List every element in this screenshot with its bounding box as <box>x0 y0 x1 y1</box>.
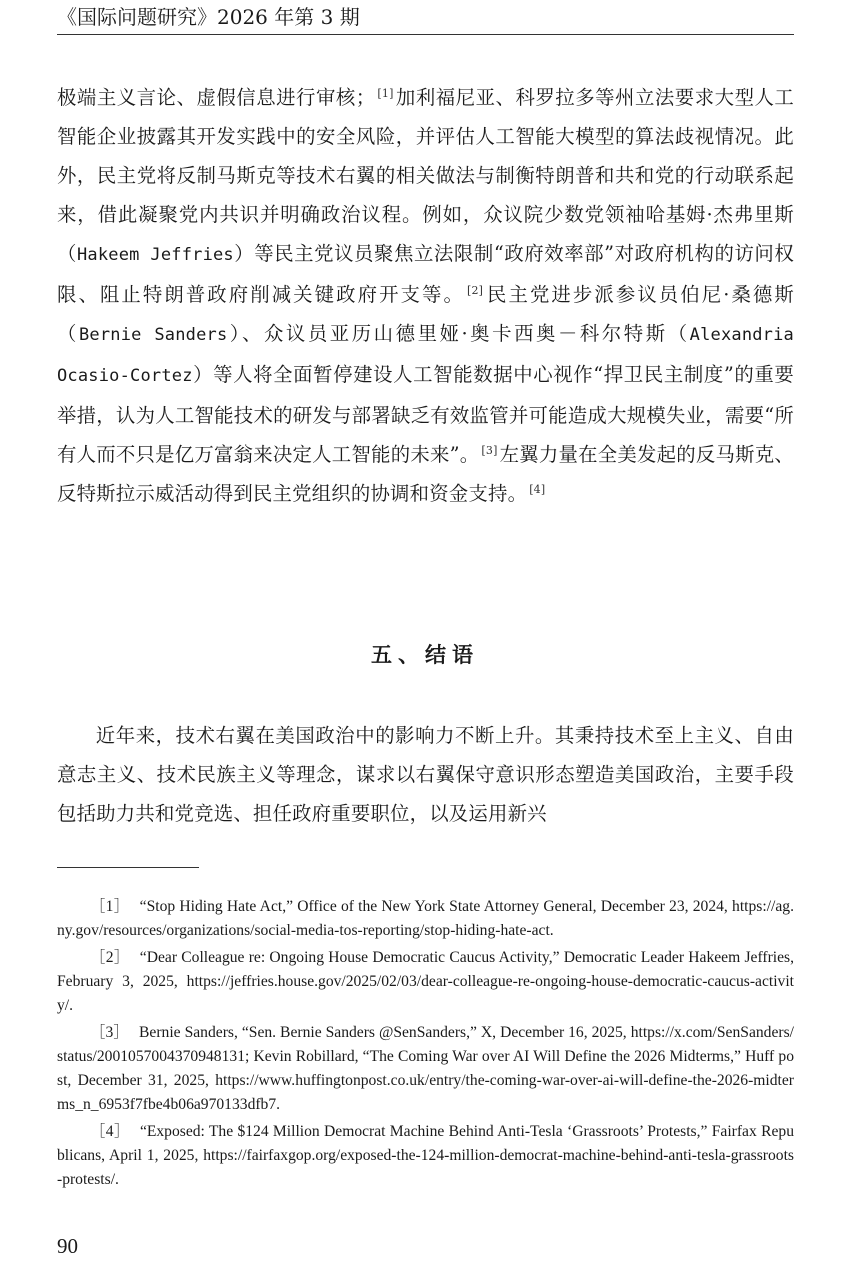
text-run: 加利福尼亚、科罗拉多等州立法要求大型人工智能企业披露其开发实践中的安全风险，并评估人工智能大模型的算法歧视情况。此外，民主党将反制马斯克等技术右翼的相关做法与制衡特朗普和共和党的行动联系起来，借此凝聚党内共识并明确政治议程。例如，众议院少数党领袖哈基姆·杰弗里斯（ <box>57 86 795 265</box>
footnote-text: “Stop Hiding Hate Act,” Office of the New York State Attorney General, December 23, 2024, https://ag.ny.gov/resources/organizations/social-media-tos-reporting/stop-hiding-hate-act. <box>57 898 794 939</box>
page-number: 90 <box>57 1234 78 1258</box>
footnote-text: “Dear Colleague re: Ongoing House Democratic Caucus Activity,” Democratic Leader Hakeem Jeffries, February 3, 2025, https://jeffries.house.gov/2025/02/03/dear-colleague-re-ongoing-house-democratic-caucus-activity/. <box>57 949 794 1014</box>
person-name-en: Bernie Sanders <box>78 325 228 345</box>
text-run: 左翼力量在全美发起的反马斯克、反特斯拉示威活动得到民主党组织的协调和资金支持。 <box>57 443 795 505</box>
footnote-number: ［4］ <box>89 1123 130 1140</box>
body-paragraph <box>57 716 794 833</box>
person-name-en: Hakeem Jeffries <box>76 245 234 265</box>
footnote-ref[interactable]: [2] <box>466 284 484 297</box>
section-heading: 五、结语 <box>371 643 479 667</box>
footnote-divider <box>57 867 199 868</box>
footnotes <box>57 895 794 1195</box>
footnote-ref[interactable]: [3] <box>481 444 498 457</box>
text-run: 民主党进步派参议员伯尼·桑德斯（ <box>57 283 794 345</box>
footnote-ref[interactable]: [1] <box>377 87 394 100</box>
footnote-item <box>57 1021 794 1117</box>
footnote-number: ［1］ <box>89 898 130 915</box>
running-header <box>57 4 794 35</box>
footnote-item <box>57 946 794 1018</box>
footnote-text: Bernie Sanders, “Sen. Bernie Sanders @SenSanders,” X, December 16, 2025, https://x.com/SenSanders/status/2001057004370948131; Kevin Robillard, “The Coming War over AI Will Define the 2026 Midterms,” Huff post, December 31, 2025, https://www.huffingtonpost.co.uk/entry/the-coming-war-over-ai-will-define-the-2026-midterms_n_6953f7fbe4b06a970133dfb7. <box>57 1024 794 1113</box>
footnote-item <box>57 1120 794 1192</box>
text-run: ）等人将全面暂停建设人工智能数据中心视作“捍卫民主制度”的重要举措，认为人工智能技术的研发与部署缺乏有效监管并可能造成大规模失业，需要“所有人而不只是亿万富翁来决定人工智能的未来”。 <box>57 363 794 466</box>
person-name-en: Alexandria Ocasio-Cortez <box>57 325 794 386</box>
footnote-item <box>57 895 794 943</box>
text-run: 极端主义言论、虚假信息进行审核； <box>57 86 376 109</box>
paragraph-text: 近年来，技术右翼在美国政治中的影响力不断上升。其秉持技术至上主义、自由意志主义、技术民族主义等理念，谋求以右翼保守意识形态塑造美国政治，主要手段包括助力共和党竞选、担任政府重要职位，以及运用新兴 <box>57 724 794 825</box>
footnote-text: “Exposed: The $124 Million Democrat Machine Behind Anti-Tesla ‘Grassroots’ Protests,” Fairfax Republicans, April 1, 2025, https://fairfaxgop.org/exposed-the-124-million-democrat-machine-behind-anti-tesla-grassroots-protests/. <box>57 1123 794 1188</box>
footnote-ref[interactable]: [4] <box>529 483 546 496</box>
journal-issue: 《国际问题研究》2026 年第 3 期 <box>57 5 360 29</box>
footnote-number: ［2］ <box>89 949 130 966</box>
body-paragraph-continued <box>57 78 794 513</box>
text-run: ）、众议员亚历山德里娅·奥卡西奥－科尔特斯（ <box>227 322 690 345</box>
footnote-number: ［3］ <box>89 1024 130 1041</box>
text-run: ）等民主党议员聚焦立法限制“政府效率部”对政府机构的访问权限、阻止特朗普政府削减关键政府开支等。 <box>57 242 794 306</box>
